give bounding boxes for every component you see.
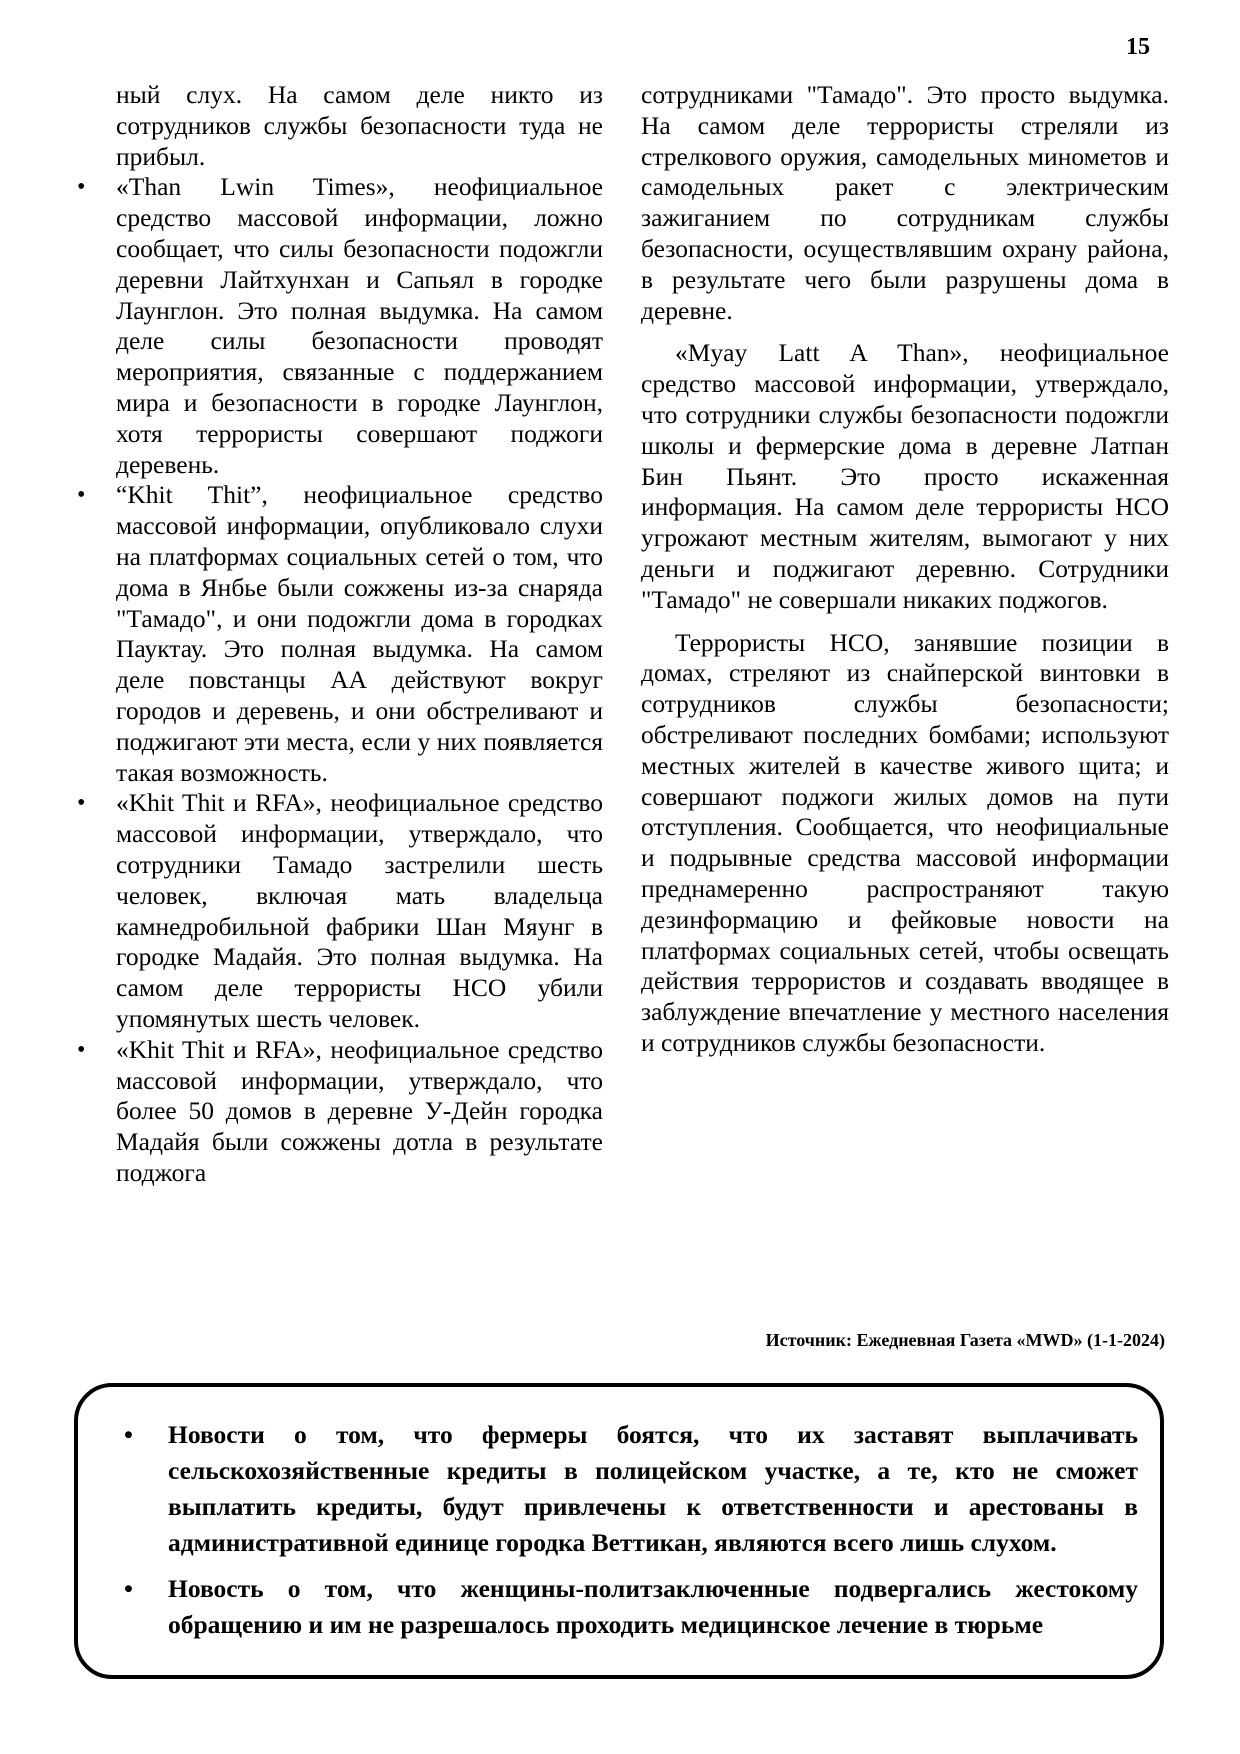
paragraph: «Myay Latt A Than», неофициальное средство массовой информации, утверждало, что сотрудники службы безопасности подожгли школы и фермерские дома в деревне Латпан Бин Пьянт. Это просто искаженная информация. На самом деле террористы НСО угрожают местным жителям, вымогают у них деньги и поджигают деревню. Сотрудники "Тамадо" не совершали никаких поджогов.	[641, 338, 1169, 614]
highlight-box	[74, 1383, 1164, 1679]
list-item: • «Khit Thit и RFA», неофициальное средство массовой информации, утверждало, что сотрудники Тамадо застрелили шесть человек, включая мать владельца камнедробильной фабрики Шан Мяунг в городке Мадайя. Это полная выдумка. На самом деле террористы НСО убили упомянутых шесть человек.	[72, 788, 603, 1034]
list-item: • «Khit Thit и RFA», неофициальное средство массовой информации, утверждало, что более 50 домов в деревне У-Дейн городка Мадайя были сожжены дотла в результате поджога	[72, 1035, 603, 1189]
box-bullet-list	[118, 1417, 1138, 1643]
right-column	[641, 80, 1169, 1071]
bullet-list	[72, 172, 603, 1188]
paragraph: Террористы НСО, занявшие позиции в домах, стреляют из снайперской винтовки в сотрудников службы безопасности; обстреливают последних бомбами; используют местных жителей в качестве живого щита; и совершают поджоги жилых домов на пути отступления. Сообщается, что неофициальные и подрывные средства массовой информации преднамеренно распространяют такую дезинформацию и фейковые новости на платформах социальных сетей, чтобы освещать действия террористов и создавать вводящее в заблуждение впечатление у местного населения и сотрудников службы безопасности.	[641, 627, 1169, 1057]
list-item: • «Than Lwin Times», неофициальное средство массовой информации, ложно сообщает, что силы безопасности подожгли деревни Лайтхунхан и Сапьял в городке Лаунглон. Это полная выдумка. На самом деле силы безопасности проводят мероприятия, связанные с поддержанием мира и безопасности в городке Лаунглон, хотя террористы совершают поджоги деревень.	[72, 172, 603, 480]
source-citation: Источник: Ежедневная Газета «MWD» (1-1-2024)	[765, 1330, 1165, 1350]
box-list-item: • Новости о том, что фермеры боятся, что их заставят выплачивать сельскохозяйственные кредиты в полицейском участке, а те, кто не сможет выплатить кредиты, будут привлечены к ответственности и арестованы в административной единице городка Веттикан, являются всего лишь слухом.	[118, 1417, 1138, 1561]
box-list-item: • Новость о том, что женщины-политзаключенные подвергались жестокому обращению и им не разрешалось проходить медицинское лечение в тюрьме	[118, 1571, 1138, 1643]
list-item: • “Khit Thit”, неофициальное средство массовой информации, опубликовало слухи на платформах социальных сетей о том, что дома в Янбье были сожжены из-за снаряда "Тамадо", и они подожгли дома в городках Пауктау. Это полная выдумка. На самом деле повстанцы АА действуют вокруг городов и деревень, и они обстреливают и поджигают эти места, если у них появляется такая возможность.	[72, 480, 603, 788]
page-number: 15	[1126, 34, 1150, 60]
continuation-paragraph: ный слух. На самом деле никто из сотрудников службы безопасности туда не прибыл.	[116, 80, 603, 171]
left-column	[72, 80, 603, 1189]
paragraph: сотрудниками "Тамадо". Это просто выдумка. На самом деле террористы стреляли из стрелкового оружия, самодельных минометов и самодельных ракет с электрическим зажиганием по сотрудникам службы безопасности, осуществлявшим охрану района, в результате чего были разрушены дома в деревне.	[641, 80, 1169, 325]
